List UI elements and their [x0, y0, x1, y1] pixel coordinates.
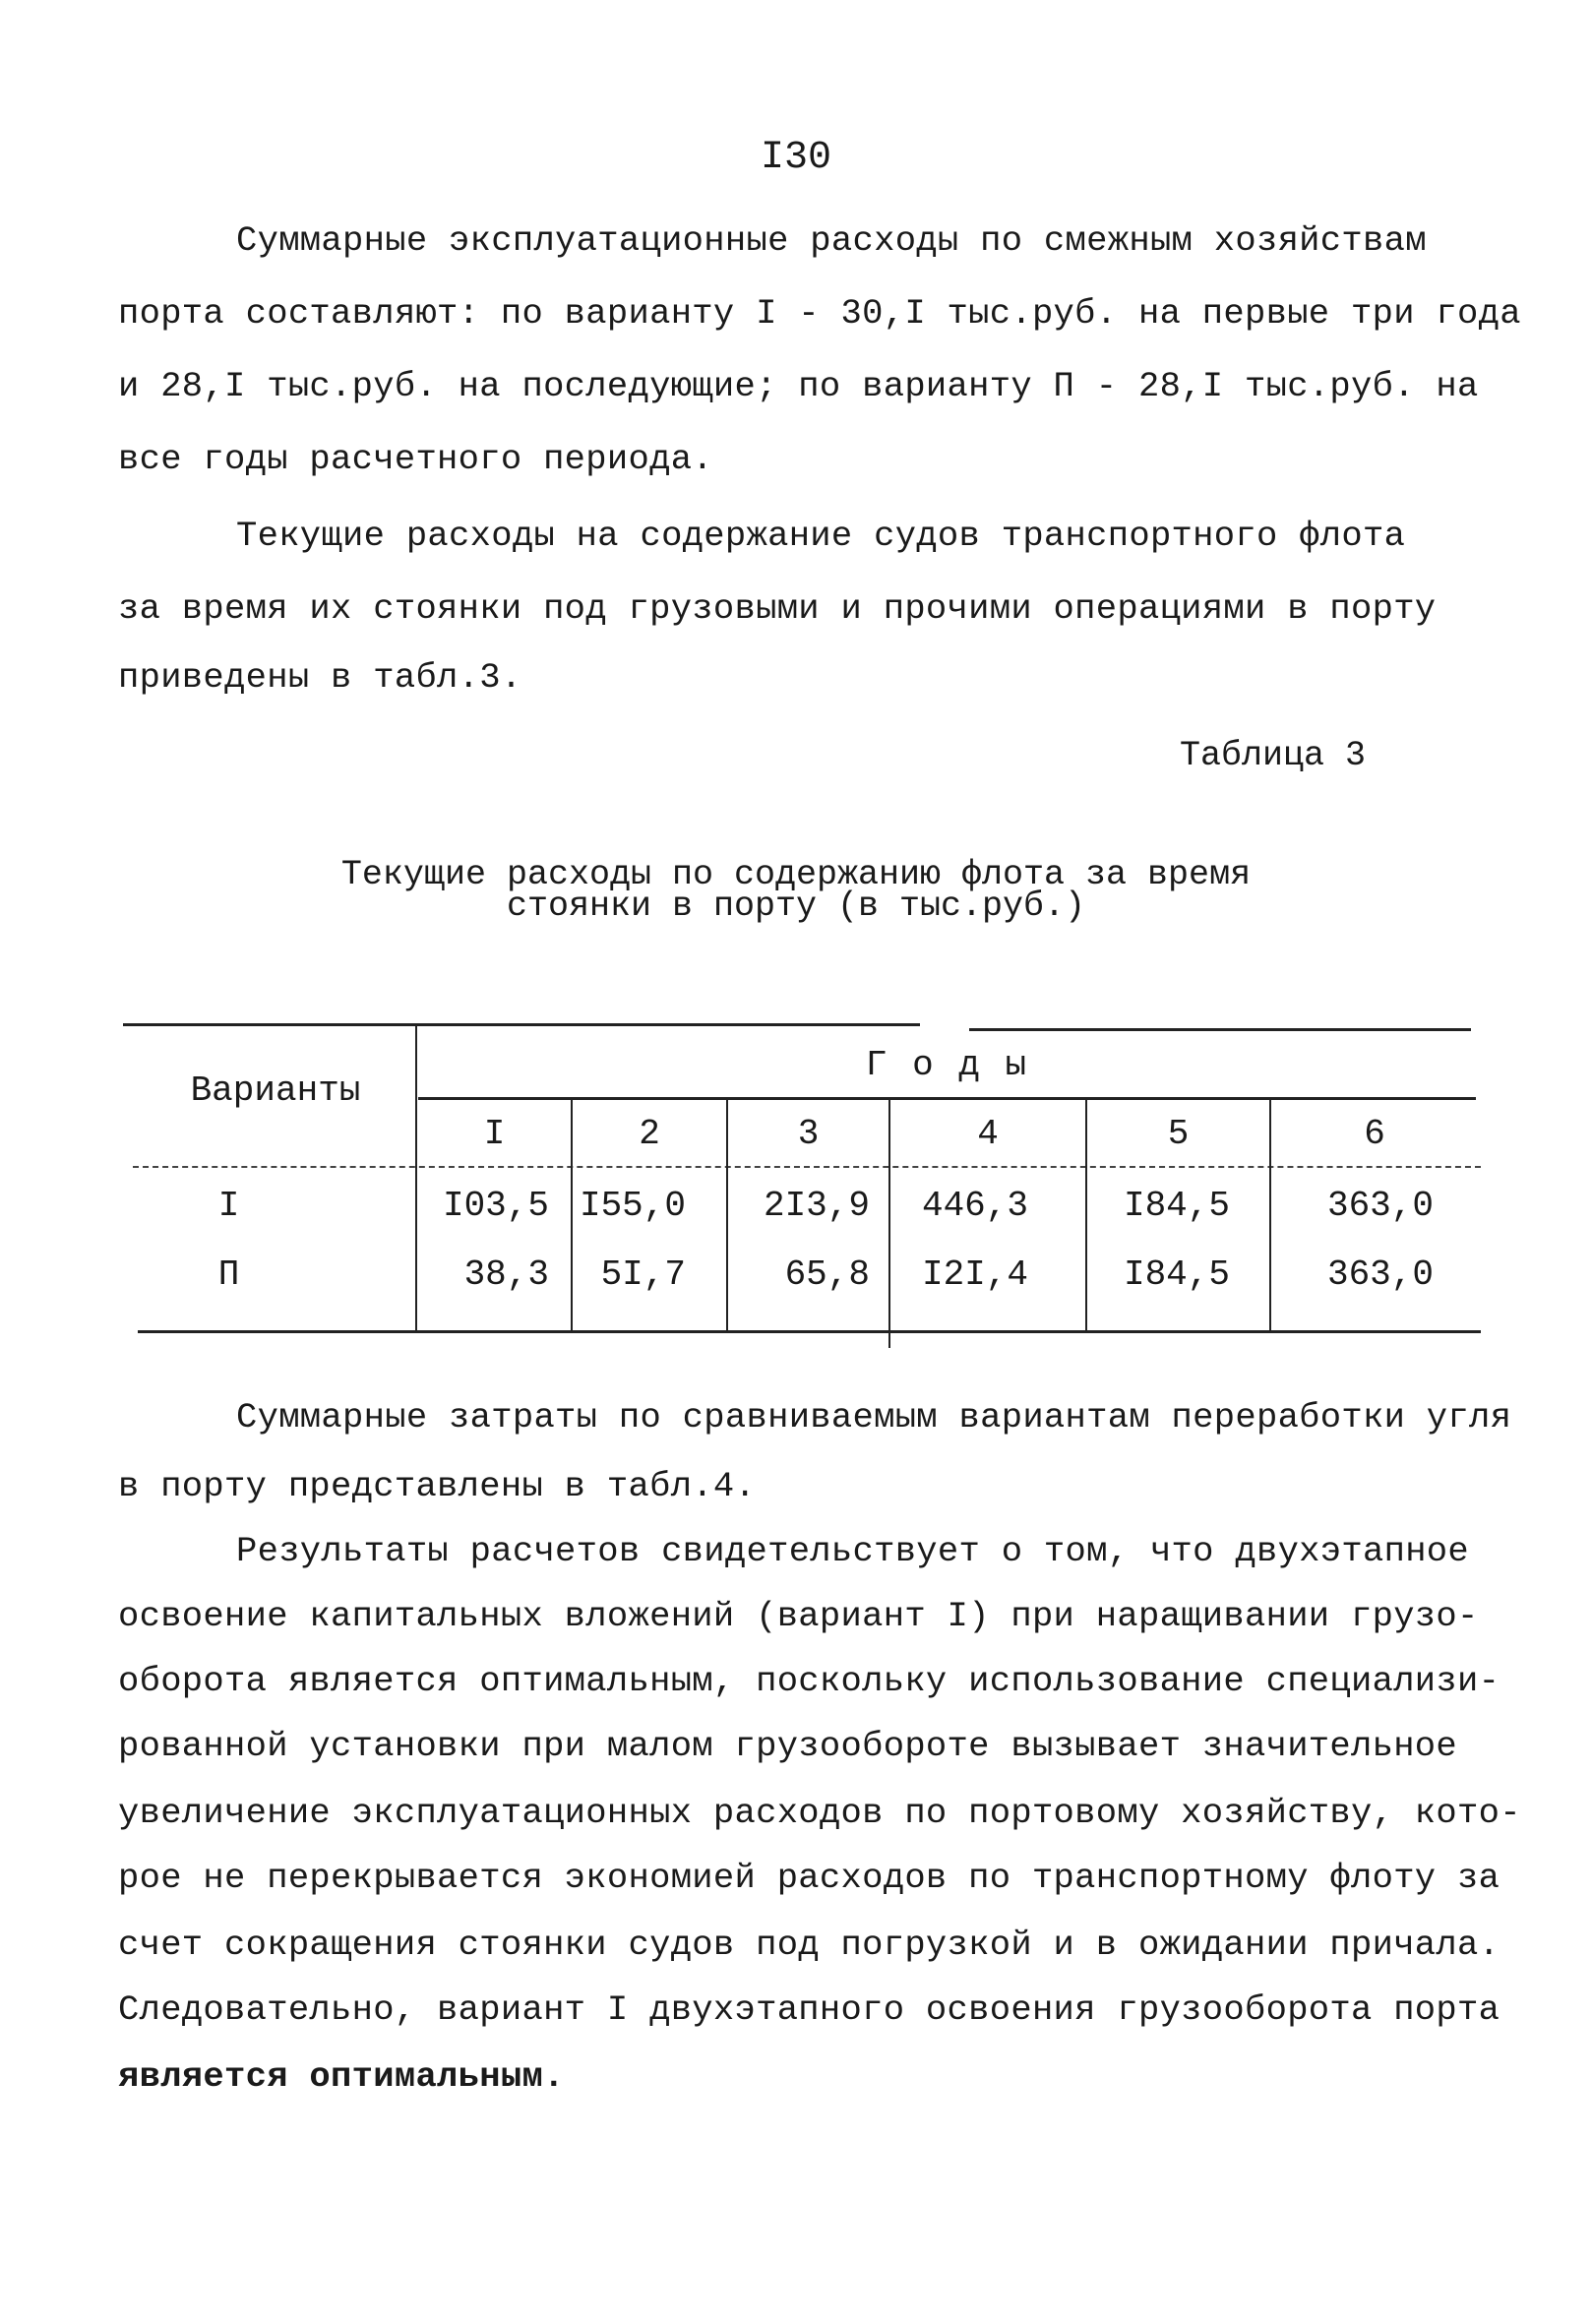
year-header-3: 3: [797, 1114, 820, 1154]
row-2-year-2: 5I,7: [600, 1254, 686, 1295]
row-1-year-4: 446,3: [921, 1186, 1028, 1226]
paragraph-4-line-5: увеличение эксплуатационных расходов по портовому хозяйству, кото-: [118, 1793, 1521, 1833]
paragraph-4-line-6: рое не перекрывается экономией расходов по транспортному флоту за: [118, 1858, 1500, 1898]
years-header: Г о д ы: [865, 1045, 1029, 1085]
paragraph-4-line-4: рованной установки при малом грузообороте вызывает значительное: [118, 1726, 1458, 1766]
row-2-year-3: 65,8: [784, 1254, 870, 1295]
year-header-6: 6: [1364, 1114, 1385, 1154]
table-caption-line-1: Текущие расходы по содержанию флота за время: [340, 855, 1252, 894]
paragraph-3-line-2: в порту представлены в табл.4.: [118, 1466, 757, 1506]
paragraph-1-line-2: порта составляют: по варианту I - 30,I тыс.руб. на первые три года: [118, 293, 1521, 334]
table-bottom-rule: [138, 1330, 1481, 1333]
year-header-1: I: [483, 1114, 506, 1154]
row-1-year-1: I03,5: [442, 1186, 549, 1226]
page-number: I30: [760, 136, 831, 180]
paragraph-4-line-1: Результаты расчетов свидетельствует о том, что двухэтапное: [236, 1531, 1470, 1571]
row-1-year-5: I84,5: [1123, 1186, 1230, 1226]
paragraph-4-line-9: является оптимальным.: [118, 2056, 565, 2097]
row-1-variant: I: [217, 1186, 240, 1226]
paragraph-4-line-2: освоение капитальных вложений (вариант I) при наращивании грузо-: [118, 1596, 1479, 1636]
table-top-rule-right: [969, 1028, 1471, 1031]
row-2-variant: П: [217, 1254, 240, 1295]
paragraph-2-line-3: приведены в табл.3.: [118, 657, 522, 698]
paragraph-1-line-1: Суммарные эксплуатационные расходы по смежным хозяйствам: [236, 220, 1427, 261]
paragraph-2-line-2: за время их стоянки под грузовыми и прочими операциями в порту: [118, 588, 1437, 629]
row-2-year-4: I2I,4: [921, 1254, 1028, 1295]
year-header-4: 4: [977, 1114, 999, 1154]
paragraph-4-line-8: Следовательно, вариант I двухэтапного освоения грузооборота порта: [118, 1989, 1500, 2030]
row-2-year-1: 38,3: [463, 1254, 549, 1295]
table-label: Таблица 3: [1179, 736, 1366, 775]
paragraph-3-line-1: Суммарные затраты по сравниваемым вариантам переработки угля: [236, 1397, 1512, 1437]
paragraph-1-line-4: все годы расчетного периода.: [118, 439, 713, 479]
year-header-5: 5: [1167, 1114, 1190, 1154]
row-1-year-2: I55,0: [579, 1186, 686, 1226]
row-2-year-6: 363,0: [1326, 1254, 1434, 1295]
table-caption-line-2: стоянки в порту (в тыс.руб.): [506, 887, 1086, 926]
paragraph-4-line-3: оборота является оптимальным, поскольку использование специализи-: [118, 1661, 1500, 1701]
paragraph-4-line-7: счет сокращения стоянки судов под погрузкой и в ожидании причала.: [118, 1925, 1500, 1965]
paragraph-2-line-1: Текущие расходы на содержание судов транспортного флота: [236, 516, 1406, 556]
row-2-year-5: I84,5: [1123, 1254, 1230, 1295]
row-1-year-3: 2I3,9: [763, 1186, 870, 1226]
header-divider-rule: [133, 1166, 1481, 1168]
year-header-2: 2: [639, 1114, 660, 1154]
paragraph-1-line-3: и 28,I тыс.руб. на последующие; по варианту П - 28,I тыс.руб. на: [118, 366, 1479, 406]
variants-column-divider: [415, 1025, 417, 1332]
years-underline-rule: [418, 1097, 1476, 1100]
variants-header: Варианты: [190, 1070, 361, 1111]
row-1-year-6: 363,0: [1326, 1186, 1434, 1226]
table-top-rule-left: [123, 1023, 920, 1026]
